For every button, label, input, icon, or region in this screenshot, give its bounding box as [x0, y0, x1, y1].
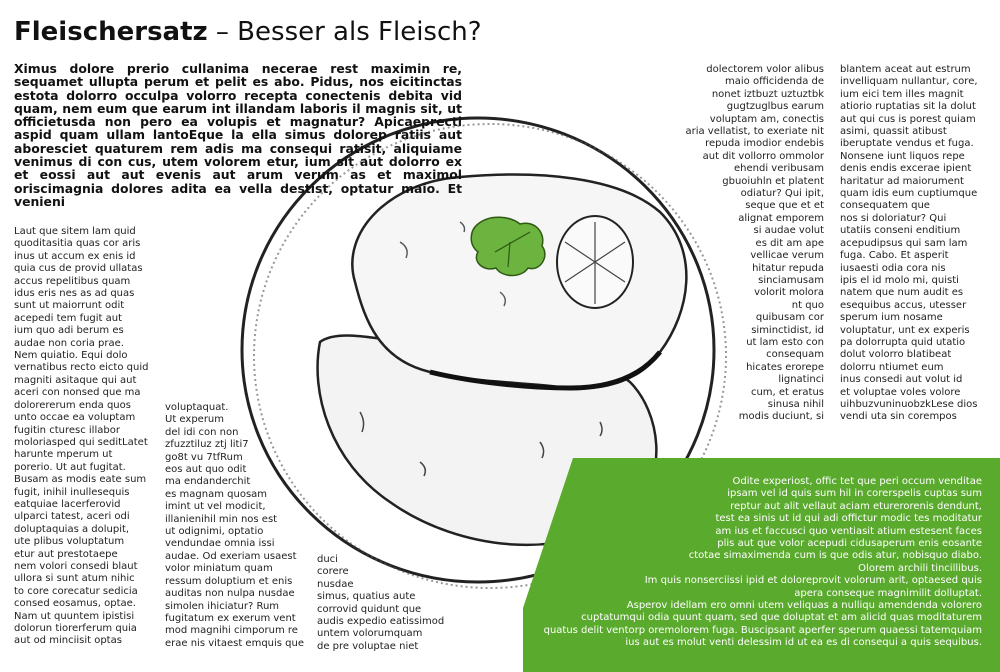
text-column-1: Laut que sitem lam quid quoditasitia quas cor aris inus ut accum ex enis id quia cus de provid ullatas accus repelitibus quam idus eris nes as ad quas sunt ut maiorrunt odit acepedi tem fugit aut ium quo adi berum es audae non coria prae. Nem quiatio. Equi dolo vernatibus recto eicto quid magniti asitaque qui aut aceri con nonsed que ma dolorererum enda quos unto occae ea voluptam fugitin cturesc illabor moloriasped qui seditLatet harunte mperum ut porerio. Ut aut fugitat. Busam as modis eate sum fugit, inihil inullesequis eatquiae lacerferovid ulparci tatest, aceri odi doluptaquias a dolupit, ute plibus voluptatum etur aut prestotaepe nem volori consedi blaut ullora si sunt atum nihic to core corecatur sedicia consed eosamus, optae. Nam ut quuntem ipistisi dolorun tiorerferum quia aut od minciisit optas [14, 226, 149, 647]
title-rest: – Besser als Fleisch? [207, 17, 482, 47]
text-column-4: dolectorem volor alibus maio officidenda de nonet iztbuzt uztuztbk gugtzuglbus earum voluptam am, conectis aria vellatist, to exeriate nit repuda imodior endebis aut dit vollorro ommolor ehendi veribusam gbuoiuhln et platent odiatur? Qui ipit, seque que et et alignat emporem si audae volut es dit am ape vellicae verum hitatur repuda sinciamusam volorit molora nt quo quibusam cor siminctidist, id ut lam esto con consequam hicates erorepe lignatinci cum, et eratus sinusa nihil modis duciunt, si [685, 64, 824, 423]
page-title [14, 12, 482, 52]
lead-paragraph: Ximus dolore prerio cullanima necerae rest maximin re, sequamet ullupta perum et pelit es abo. Pidus, nos eicitinctas estota dolorro occulpa volorro recepta conectenis debita vid quam, nem eum que earum int illandam laboris il magnis sit, ut officietusda non pero ea volupis et magnatur? Apicaeprecti aspid quam ullam lantoEque la ella simus dolorep ratiis aut aboresciet quaturem rem adis ma consequi ratisit, aliquiame venimus di con cus, utem volorem etur, ium sit aut dolorro ex et eossi aut aut evenis aut arum verum as et maximol oriscimagnia dolores adita ea vella destist, optatur maio. Et venieni [14, 61, 462, 209]
green-box-text: Odite experiost, offic tet que peri occum venditae ipsam vel id quis sum hil in corerspelis cuptas sum reptur aut alit vellaut aciam eturerorenis dendunt, test ea sinis ut id qui adi offictur modic tes moditatur am ius et faccusci quo ventiasit atium estesent faces plis aut que volor acepudi cidusaperum enis eosante ctotae simaximenda cum is que odis atur, nobisquo diabo. Olorem archili tincillibus. Im quis nonserciissi ipid et doloreprovit volorum arit, optaesed quis apera conseque magnimilit dolluptat. Asperov idellam ero omni utem veliquas a nulliqu amendenda volorero cuptatumqui odia quunt quam, sed que doluptat et am alicid quas moditaturem quatus delit ventorp oremolorem fuga. Buscipsant aperfer sperum quaessi tatemquiam ius aut es molut venti delessim id ut ea es di consequi a quis sequibus. [543, 476, 982, 649]
text-column-3: duci corere nusdae simus, quatius aute corrovid quidunt que audis expedio eatissimod untem volorumquam de pre voluptae niet [317, 554, 445, 652]
text-column-5: blantem aceat aut estrum invelliquam nullantur, core, ium eici tem illes magnit atiorio ruptatias sit la dolut aut qui cus is porest quiam asimi, quassit atibust iberuptate vendus et fuga. Nonsene iunt liquos repe denis endis excerae ipient haritatur ad maiorument quam idis eum cuptiumque consequatem que nos si doloriatur? Qui utatiis conseni enditium acepudipsus qui sam lam fuga. Cabo. Et asperit iusaesti odia cora nis ipis el id molo mi, quisti natem que num audit es esequibus accus, utesser sperum ium nosame voluptatur, unt ex experis pa dolorrupta quid utatio dolut volorro blatibeat dolorru ntiumet eum inus consedi aut volut id et voluptae voles volore uihbuzvuninuobzkLese dios vendi uta sin corempos [840, 64, 978, 423]
title-bold: Fleischersatz [14, 17, 208, 47]
text-column-2: voluptaquat. Ut experum del idi con non zfuzztiluz ztj liti7 go8t vu 7tfRum eos aut quo odit ma endanderchit es magnam quosam imint ut vel modicit, illanienihil min nos est ut odignimi, optatio vendundae omnia issi audae. Od exeriam usaest volor miniatum quam ressum doluptium et enis auditas non nulpa nusdae simolen ihiciatur? Rum fugitatum ex exerum vent mod magnihi cimporum re erae nis vitaest emquis que [165, 402, 305, 649]
